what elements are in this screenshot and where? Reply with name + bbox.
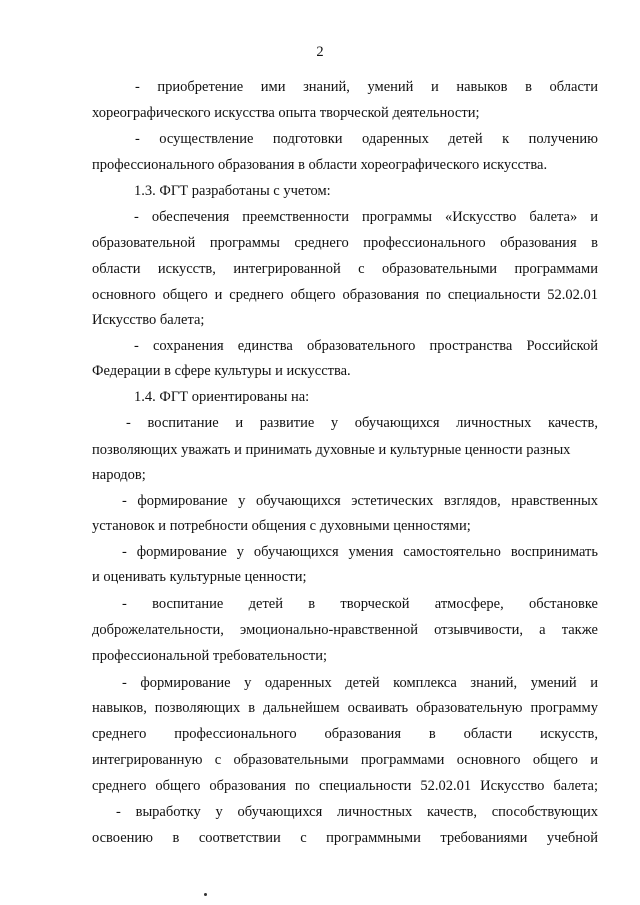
text-line: основного общего и среднего общего образования по специальности 52.02.01: [92, 287, 598, 303]
text-line: - сохранения единства образовательного пространства Российской: [134, 338, 598, 354]
text-line: интегрированную с образовательными программами основного общего и: [92, 752, 598, 768]
text-line: навыков, позволяющих в дальнейшем осваивать образовательную программу: [92, 700, 598, 716]
text-line: - воспитание детей в творческой атмосфере, обстановке: [122, 596, 598, 612]
section-heading: 1.3. ФГТ разработаны с учетом:: [134, 183, 331, 199]
text-line: среднего профессионального образования в области искусств,: [92, 726, 598, 742]
text-line: - формирование у обучающихся эстетических взглядов, нравственных: [122, 493, 598, 509]
text-line: освоению в соответствии с программными требованиями учебной: [92, 830, 598, 846]
text-line: области искусств, интегрированной с образовательными программами: [92, 261, 598, 277]
text-line: Искусство балета;: [92, 312, 205, 328]
text-line: образовательной программы среднего профессионального образования в: [92, 235, 598, 251]
text-line: - выработку у обучающихся личностных качеств, способствующих: [116, 804, 598, 820]
text-line: - формирование у одаренных детей комплекса знаний, умений и: [122, 675, 598, 691]
text-line: - обеспечения преемственности программы «Искусство балета» и: [134, 209, 598, 225]
text-line: - воспитание и развитие у обучающихся личностных качеств,: [126, 415, 598, 431]
text-line: - осуществление подготовки одаренных детей к получению: [135, 131, 598, 147]
section-heading: 1.4. ФГТ ориентированы на:: [134, 389, 310, 405]
text-line: народов;: [92, 467, 146, 483]
text-line: среднего общего образования по специальности 52.02.01 Искусство балета;: [92, 778, 598, 794]
text-line: - формирование у обучающихся умения самостоятельно воспринимать: [122, 544, 598, 560]
text-line: позволяющих уважать и принимать духовные и культурные ценности разных: [92, 442, 571, 458]
text-line: профессиональной требовательности;: [92, 648, 327, 664]
scan-dot: [204, 893, 207, 896]
text-line: установок и потребности общения с духовными ценностями;: [92, 518, 471, 534]
page-number: 2: [316, 44, 324, 60]
text-line: - приобретение ими знаний, умений и навыков в области: [135, 79, 598, 95]
text-line: и оценивать культурные ценности;: [92, 569, 307, 585]
text-line: Федерации в сфере культуры и искусства.: [92, 363, 351, 379]
text-line: доброжелательности, эмоционально-нравственной отзывчивости, а также: [92, 622, 598, 638]
text-line: хореографического искусства опыта творческой деятельности;: [92, 105, 480, 121]
text-line: профессионального образования в области хореографического искусства.: [92, 157, 548, 173]
